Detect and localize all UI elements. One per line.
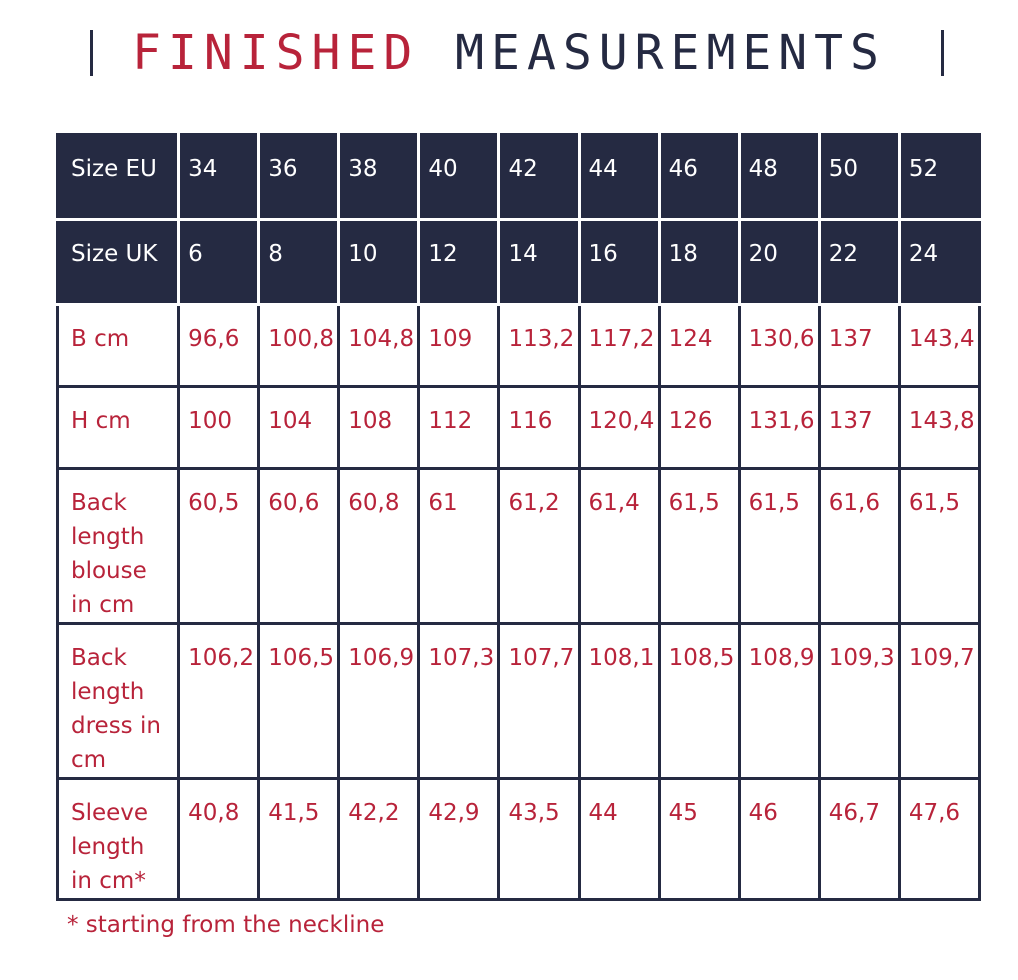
table-cell: 109 (419, 305, 499, 387)
table-cell: 126 (659, 387, 739, 469)
title-word-finished: FINISHED (132, 25, 420, 81)
table-cell: 61,5 (899, 469, 979, 624)
table-cell: 20 (739, 220, 819, 305)
table-cell: 34 (179, 135, 259, 220)
table-cell: 137 (819, 387, 899, 469)
table-cell: 96,6 (179, 305, 259, 387)
table-cell: 104 (259, 387, 339, 469)
table-cell: 106,2 (179, 624, 259, 779)
table-cell: 107,3 (419, 624, 499, 779)
row-label: Back length dress in cm (58, 624, 179, 779)
table-cell: 109,7 (899, 624, 979, 779)
row-label: B cm (58, 305, 179, 387)
table-cell: 61 (419, 469, 499, 624)
table-cell: 24 (899, 220, 979, 305)
table-cell: 120,4 (579, 387, 659, 469)
row-label: Size EU (58, 135, 179, 220)
table-cell: 45 (659, 779, 739, 900)
page-title (0, 24, 1018, 82)
table-cell: 40 (419, 135, 499, 220)
table-cell: 61,2 (499, 469, 579, 624)
table-cell: 117,2 (579, 305, 659, 387)
table-cell: 108 (339, 387, 419, 469)
table-cell: 109,3 (819, 624, 899, 779)
table-cell: 108,9 (739, 624, 819, 779)
table-row (58, 779, 980, 900)
table-cell: 44 (579, 779, 659, 900)
table-cell: 61,6 (819, 469, 899, 624)
table-cell: 50 (819, 135, 899, 220)
table-row (58, 387, 980, 469)
table-cell: 106,5 (259, 624, 339, 779)
table-cell: 107,7 (499, 624, 579, 779)
table-cell: 47,6 (899, 779, 979, 900)
table-cell: 14 (499, 220, 579, 305)
table-cell: 61,4 (579, 469, 659, 624)
table-cell: 12 (419, 220, 499, 305)
table-cell: 46 (739, 779, 819, 900)
title-bar-right (941, 30, 944, 76)
title-word-measurements: MEASUREMENTS (455, 25, 886, 81)
row-label: Size UK (58, 220, 179, 305)
table-cell: 8 (259, 220, 339, 305)
table-cell: 60,5 (179, 469, 259, 624)
footnote: * starting from the neckline (67, 912, 385, 938)
table-cell: 100,8 (259, 305, 339, 387)
table-cell: 61,5 (659, 469, 739, 624)
row-label: Sleeve length in cm* (58, 779, 179, 900)
table-row (58, 624, 980, 779)
row-label: Back length blouse in cm (58, 469, 179, 624)
table-cell: 60,6 (259, 469, 339, 624)
table-cell: 108,1 (579, 624, 659, 779)
table-cell: 6 (179, 220, 259, 305)
table-cell: 44 (579, 135, 659, 220)
table-cell: 16 (579, 220, 659, 305)
table-cell: 143,8 (899, 387, 979, 469)
table-cell: 130,6 (739, 305, 819, 387)
table-row (58, 220, 980, 305)
table-row (58, 305, 980, 387)
table-cell: 42,2 (339, 779, 419, 900)
table-cell: 46 (659, 135, 739, 220)
table-cell: 143,4 (899, 305, 979, 387)
table-cell: 60,8 (339, 469, 419, 624)
table-cell: 43,5 (499, 779, 579, 900)
table-cell: 112 (419, 387, 499, 469)
table-cell: 124 (659, 305, 739, 387)
table-cell: 52 (899, 135, 979, 220)
table-cell: 40,8 (179, 779, 259, 900)
table-row (58, 469, 980, 624)
table-cell: 137 (819, 305, 899, 387)
table-cell: 116 (499, 387, 579, 469)
table-cell: 46,7 (819, 779, 899, 900)
table-cell: 18 (659, 220, 739, 305)
table-cell: 42,9 (419, 779, 499, 900)
table-cell: 42 (499, 135, 579, 220)
table-cell: 41,5 (259, 779, 339, 900)
table-cell: 100 (179, 387, 259, 469)
row-label: H cm (58, 387, 179, 469)
table-cell: 108,5 (659, 624, 739, 779)
table-cell: 36 (259, 135, 339, 220)
table-cell: 113,2 (499, 305, 579, 387)
table-cell: 10 (339, 220, 419, 305)
table-cell: 106,9 (339, 624, 419, 779)
table-cell: 48 (739, 135, 819, 220)
table-cell: 38 (339, 135, 419, 220)
table-row (58, 135, 980, 220)
table-cell: 61,5 (739, 469, 819, 624)
measurements-table (56, 133, 981, 901)
table-cell: 22 (819, 220, 899, 305)
table-cell: 131,6 (739, 387, 819, 469)
table-cell: 104,8 (339, 305, 419, 387)
title-area (0, 20, 1018, 90)
